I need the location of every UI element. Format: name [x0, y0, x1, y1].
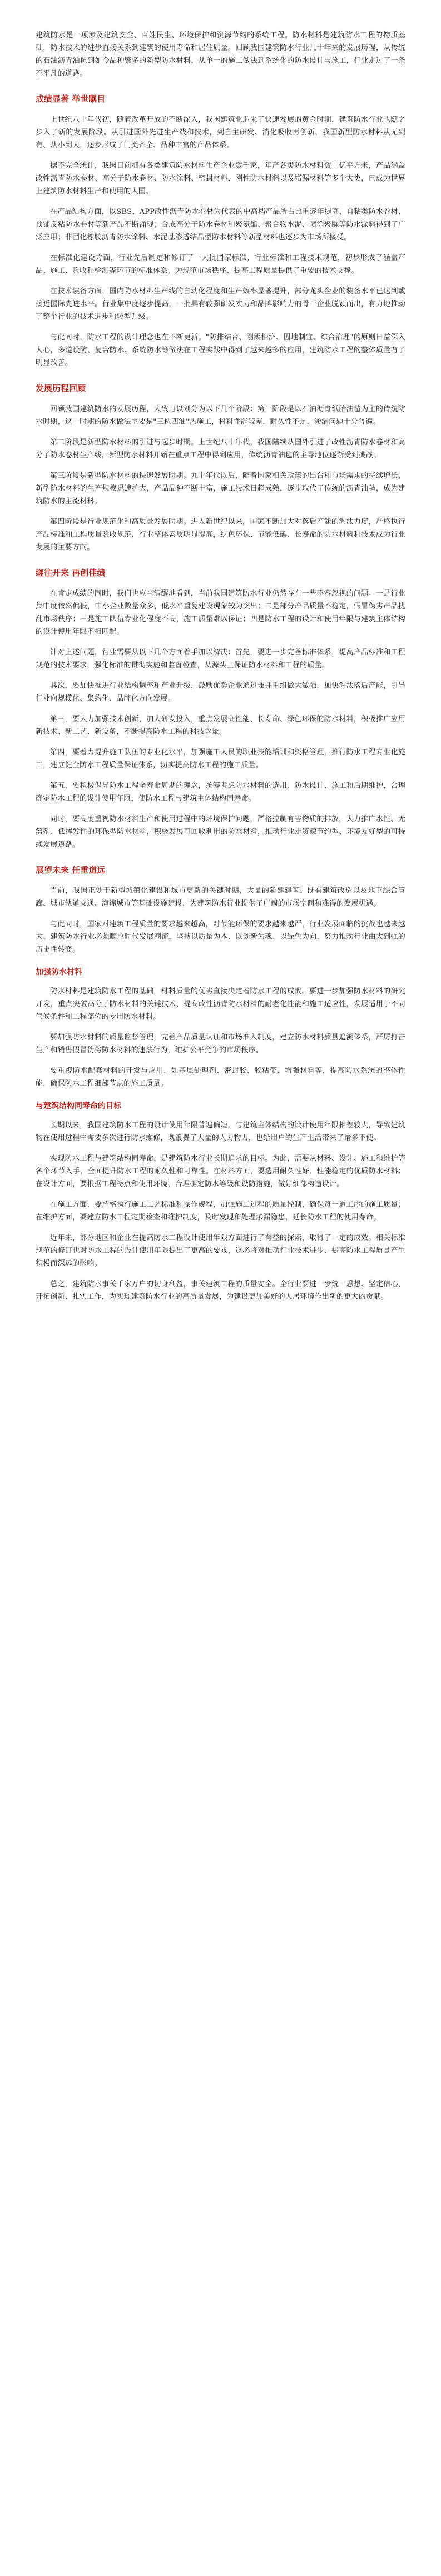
article-paragraph: 针对上述问题，行业需要从以下几个方面着手加以解决：首先，要进一步完善标准体系，提高产品标准和工程规范的技术要求，强化标准的贯彻实施和监督检查，从源头上保证防水材料和工程的质量。 [36, 648, 405, 669]
article-paragraph: 总之，建筑防水事关千家万户的切身利益，事关建筑工程的质量安全。全行业要进一步统一思想、坚定信心、开拓创新、扎实工作，为实现建筑防水行业的高质量发展，为建设更加美好的人居环境作出新的更大的贡献。 [36, 1280, 405, 1301]
article-paragraph: 要重视防水配套材料的开发与应用，如基层处理剂、密封胶、胶粘带、增强材料等，提高防水系统的整体性能，确保防水工程细部节点的施工质量。 [36, 1067, 405, 1088]
article-paragraph: 其次，要加快推进行业结构调整和产业升级，鼓励优势企业通过兼并重组做大做强，加快淘汰落后产能，引导行业向规模化、集约化、品牌化方向发展。 [36, 682, 405, 703]
article-paragraph: 同时，要高度重视防水材料生产和使用过程中的环境保护问题，严格控制有害物质的排放，大力推广水性、无溶剂、低挥发性的环保型防水材料，积极发展可回收利用的防水材料，推动行业走资源节约型、环境友好型的可持续发展道路。 [36, 815, 405, 849]
article-paragraph: 防水材料是建筑防水工程的基础，材料质量的优劣直接决定着防水工程的成败。要进一步加强防水材料的研究开发，重点突破高分子防水材料的关键技术，提高改性沥青防水材料的耐老化性能和施工适应性，发展适用于不同气候条件和工程部位的专用防水材料。 [36, 987, 405, 1021]
article-paragraph: 回顾我国建筑防水的发展历程，大致可以划分为以下几个阶段：第一阶段是以石油沥青纸胎油毡为主的传统防水时期，这一时期的防水做法主要是"三毡四油"热施工，材料性能较差，耐久性不足，渗漏问题十分普遍。 [36, 405, 405, 426]
article-intro: 建筑防水是一项涉及建筑安全、百姓民生、环境保护和资源节约的系统工程。防水材料是建筑防水工程的物质基础，防水技术的进步直接关系到建筑的使用寿命和居住质量。回顾我国建筑防水行业几十年来的发展历程，从传统的石油沥青油毡到如今品种繁多的新型防水材料，从单一的施工做法到系统化的防水设计与施工，行业走过了一条不平凡的道路。 [36, 31, 405, 78]
article-paragraph: 与此同时，国家对建筑工程质量的要求越来越高，对节能环保的要求越来越严，行业发展面临的挑战也越来越大。建筑防水行业必须顺应时代发展潮流，坚持以质量为本、以创新为魂、以绿色为向，努力推动行业由大到强的历史性转变。 [36, 920, 405, 954]
section-heading-achievements: 成绩显著 举世瞩目 [36, 94, 106, 104]
article-paragraph: 近年来，部分地区和企业在提高防水工程设计使用年限方面进行了有益的探索，取得了一定的成效。相关标准规范的修订也对防水工程的设计使用年限提出了更高的要求，这必将对推动行业技术进步、提高防水工程质量产生积极而深远的影响。 [36, 1234, 405, 1268]
article-paragraph: 当前，我国正处于新型城镇化建设和城市更新的关键时期，大量的新建建筑、既有建筑改造以及地下综合管廊、城市轨道交通、海绵城市等基础设施建设，为建筑防水行业提供了广阔的市场空间和难得的发展机遇。 [36, 887, 405, 908]
article-paragraph: 在标准化建设方面，行业先后制定和修订了一大批国家标准、行业标准和工程技术规范，初步形成了涵盖产品、施工、验收和检测等环节的标准体系，为规范市场秩序、提高工程质量提供了重要的技术支撑。 [36, 254, 405, 275]
article-paragraph: 在产品结构方面，以SBS、APP改性沥青防水卷材为代表的中高档产品所占比重逐年提高，自粘类防水卷材、预铺反粘防水卷材等新产品不断涌现；合成高分子防水卷材和聚氨酯、聚合物水泥、喷涂聚脲等防水涂料得到了广泛应用；非固化橡胶沥青防水涂料、水泥基渗透结晶型防水材料等新型材料也逐步为市场所接受。 [36, 208, 405, 242]
section-heading-history: 发展历程回顾 [36, 383, 86, 393]
section-heading-continue: 继往开来 再创佳绩 [36, 568, 106, 578]
article-paragraph: 第二阶段是新型防水材料的引进与起步时期。上世纪八十年代，我国陆续从国外引进了改性沥青防水卷材和高分子防水卷材生产线，新型防水材料开始在重点工程中得到应用，传统沥青油毡的主导地位逐渐受到挑战。 [36, 438, 405, 459]
sub-heading-materials: 加强防水材料 [36, 968, 82, 977]
article-paragraph: 在技术装备方面，国内防水材料生产线的自动化程度和生产效率显著提升，部分龙头企业的装备水平已达到或接近国际先进水平。行业集中度逐步提高，一批具有较强研发实力和品牌影响力的骨干企业脱颖而出，有力地推动了整个行业的技术进步和转型升级。 [36, 287, 405, 321]
article-paragraph: 第三阶段是新型防水材料的快速发展时期。九十年代以后，随着国家相关政策的出台和市场需求的持续增长，新型防水材料的生产规模迅速扩大，产品品种不断丰富，施工技术日趋成熟，逐步取代了传统的沥青油毡，成为建筑防水的主流材料。 [36, 472, 405, 506]
article-paragraph: 第三，要大力加强技术创新，加大研发投入，重点发展高性能、长寿命、绿色环保的防水材料，积极推广应用新技术、新工艺、新设备，不断提高防水工程的科技含量。 [36, 715, 405, 736]
article-paragraph: 上世纪八十年代初，随着改革开放的不断深入，我国建筑业迎来了快速发展的黄金时期，建筑防水行业也随之步入了新的发展阶段。从引进国外先进生产线和技术，到自主研发、消化吸收再创新，我国新型防水材料从无到有、从小到大，逐步形成了门类齐全、品种丰富的产品体系。 [36, 116, 405, 149]
article-paragraph: 在施工方面，要严格执行施工工艺标准和操作规程，加强施工过程的质量控制，确保每一道工序的施工质量；在维护方面，要建立防水工程定期检查和维护制度，及时发现和处理渗漏隐患，延长防水工程的使用寿命。 [36, 1201, 405, 1222]
section-heading-outlook: 展望未来 任重道远 [36, 865, 106, 875]
article-paragraph: 在肯定成绩的同时，我们也应当清醒地看到，当前我国建筑防水行业仍然存在一些不容忽视的问题：一是行业集中度依然偏低，中小企业数量众多，低水平重复建设现象较为突出；二是部分产品质量不稳定，假冒伪劣产品扰乱市场秩序；三是施工队伍专业化程度不高，施工质量难以保证；四是防水工程的设计和使用年限与建筑主体结构的设计使用年限不相匹配。 [36, 589, 405, 636]
article-paragraph: 实现防水工程与建筑结构同寿命，是建筑防水行业长期追求的目标。为此，需要从材料、设计、施工和维护等各个环节入手，全面提升防水工程的耐久性和可靠性。在材料方面，要选用耐久性好、性能稳定的优质防水材料；在设计方面，要根据工程特点和使用环境，合理确定防水等级和设防措施，做好细部构造设计。 [36, 1154, 405, 1188]
article-paragraph: 第五，要积极倡导防水工程全寿命周期的理念，统筹考虑防水材料的选用、防水设计、施工和后期维护，合理确定防水工程的设计使用年限，使防水工程与建筑主体结构同寿命。 [36, 782, 405, 803]
article-paragraph: 与此同时，防水工程的设计理念也在不断更新。"防排结合、刚柔相济、因地制宜、综合治理"的原则日益深入人心，多道设防、复合防水、系统防水等做法在工程实践中得到了越来越多的应用，建筑防水工程的整体质量有了明显改善。 [36, 333, 405, 367]
article-paragraph: 第四，要着力提升施工队伍的专业化水平，加强施工人员的职业技能培训和资格管理，推行防水工程专业化施工，建立健全防水工程质量保证体系，切实提高防水工程的施工质量。 [36, 748, 405, 769]
article-paragraph: 要加强防水材料的质量监督管理，完善产品质量认证和市场准入制度，建立防水材料质量追溯体系，严厉打击生产和销售假冒伪劣防水材料的违法行为，维护公平竞争的市场秩序。 [36, 1033, 405, 1054]
article-paragraph: 第四阶段是行业规范化和高质量发展时期。进入新世纪以来，国家不断加大对落后产能的淘汰力度，严格执行产品标准和工程质量验收规范，行业整体素质明显提高，绿色环保、节能低碳、长寿命的防水材料和技术成为行业发展的主要方向。 [36, 518, 405, 552]
sub-heading-lifespan: 与建筑结构同寿命的目标 [36, 1102, 121, 1111]
article-paragraph: 据不完全统计，我国目前拥有各类建筑防水材料生产企业数千家，年产各类防水材料数十亿平方米，产品涵盖改性沥青防水卷材、高分子防水卷材、防水涂料、密封材料、刚性防水材料以及堵漏材料等多个大类，已成为世界上建筑防水材料生产和使用的大国。 [36, 162, 405, 196]
article-paragraph: 长期以来，我国建筑防水工程的设计使用年限普遍偏短，与建筑主体结构的设计使用年限相差较大，导致建筑物在使用过程中需要多次进行防水维修，既浪费了大量的人力物力，也给用户的生产生活带来了诸多不便。 [36, 1121, 405, 1142]
